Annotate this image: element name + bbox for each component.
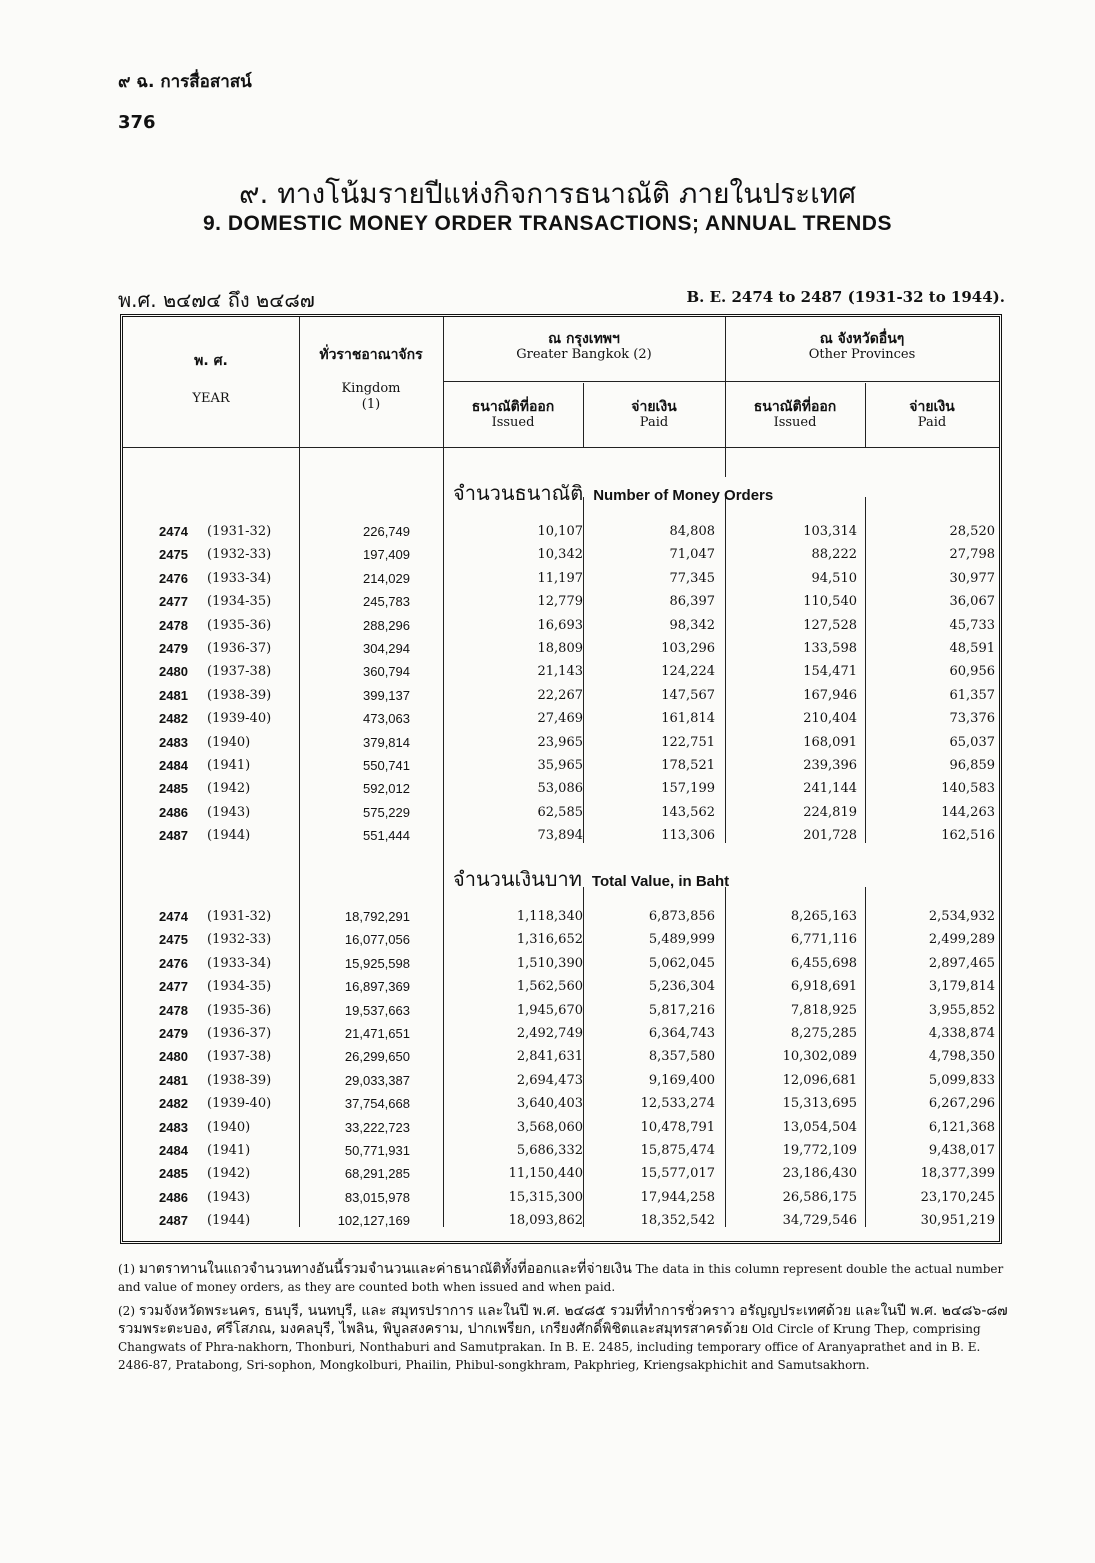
kingdom-value: 592,012 [363, 781, 410, 797]
section-title-count [453, 477, 773, 509]
year-be: 2481 [159, 687, 188, 703]
provinces-issued: 13,054,504 [782, 1119, 857, 1135]
year-be: 2477 [159, 979, 188, 995]
header-paid-english: Paid [917, 415, 947, 430]
year-ce: (1941) [207, 758, 251, 773]
table-row [123, 777, 1005, 800]
footnote-2 [118, 1302, 1018, 1374]
kingdom-value: 18,792,291 [344, 909, 410, 924]
provinces-issued: 88,222 [811, 547, 857, 563]
bangkok-paid: 77,345 [669, 570, 715, 586]
bangkok-paid: 12,533,274 [640, 1096, 715, 1112]
year-ce: (1933-34) [207, 570, 272, 586]
provinces-issued: 7,818,925 [790, 1002, 857, 1018]
year-be: 2485 [159, 781, 188, 797]
kingdom-value: 360,794 [363, 664, 410, 680]
year-ce: (1934-35) [207, 594, 272, 610]
year-ce: (1938-39) [207, 1072, 272, 1088]
year-be: 2483 [159, 734, 188, 750]
provinces-paid: 2,897,465 [928, 955, 995, 971]
year-be: 2476 [159, 570, 188, 586]
bangkok-issued: 27,469 [537, 711, 583, 727]
kingdom-value: 399,137 [363, 687, 410, 703]
provinces-paid: 2,534,932 [928, 909, 995, 924]
provinces-issued: 8,275,285 [790, 1026, 857, 1041]
table-row [123, 801, 1005, 824]
year-ce: (1938-39) [207, 687, 272, 703]
provinces-issued: 201,728 [803, 828, 857, 844]
footnote-mark: (2) [118, 1304, 135, 1318]
provinces-issued: 103,314 [803, 524, 857, 539]
year-ce: (1941) [207, 1143, 251, 1158]
header-provinces [725, 331, 999, 363]
provinces-issued: 23,186,430 [782, 1166, 857, 1182]
year-ce: (1936-37) [207, 641, 272, 656]
bangkok-paid: 157,199 [661, 781, 715, 797]
year-ce: (1942) [207, 781, 251, 797]
kingdom-value: 102,127,169 [337, 1213, 410, 1229]
table-row [123, 684, 1005, 707]
kingdom-value: 288,296 [363, 617, 410, 633]
table-row [123, 905, 1005, 928]
table-row [123, 543, 1005, 566]
header-issued-thai: ธนาณัติที่ออก [471, 399, 555, 415]
table-row [123, 928, 1005, 951]
provinces-issued: 6,455,698 [790, 955, 857, 971]
bangkok-paid: 8,357,580 [648, 1049, 715, 1065]
header-kingdom-thai: ทั่วราชอาณาจักร [319, 347, 423, 363]
header-year-thai: พ. ศ. [194, 353, 228, 369]
table-row [123, 1069, 1005, 1092]
provinces-paid: 23,170,245 [920, 1189, 995, 1205]
bangkok-paid: 122,751 [661, 734, 715, 750]
divider [123, 447, 999, 448]
bangkok-issued: 22,267 [537, 687, 583, 703]
kingdom-value: 26,299,650 [344, 1049, 410, 1065]
year-ce: (1943) [207, 1189, 251, 1205]
section-title-english: Number of Money Orders [593, 487, 774, 504]
bangkok-issued: 11,197 [537, 570, 583, 586]
provinces-paid: 140,583 [941, 781, 995, 797]
bangkok-paid: 71,047 [669, 547, 715, 563]
header-bangkok [443, 331, 725, 363]
header-kingdom [299, 347, 443, 413]
table-row [123, 975, 1005, 998]
year-be: 2487 [159, 828, 188, 844]
bangkok-paid: 10,478,791 [640, 1119, 715, 1135]
year-ce: (1931-32) [207, 909, 272, 924]
kingdom-value: 19,537,663 [344, 1002, 410, 1018]
year-ce: (1943) [207, 804, 251, 820]
year-be: 2484 [159, 1143, 188, 1158]
table-row [123, 1186, 1005, 1209]
kingdom-value: 197,409 [363, 547, 410, 563]
table-row [123, 1209, 1005, 1232]
bangkok-issued: 12,779 [537, 594, 583, 610]
provinces-paid: 18,377,399 [920, 1166, 995, 1182]
provinces-issued: 210,404 [803, 711, 857, 727]
header-bangkok-thai: ณ กรุงเทพฯ [548, 331, 620, 347]
bangkok-issued: 62,585 [537, 804, 583, 820]
kingdom-value: 214,029 [363, 570, 410, 586]
bangkok-paid: 143,562 [661, 804, 715, 820]
year-be: 2474 [159, 524, 188, 539]
bangkok-issued: 1,118,340 [516, 909, 583, 924]
header-bangkok-english: Greater Bangkok [516, 347, 630, 362]
year-be: 2483 [159, 1119, 188, 1135]
provinces-paid: 4,798,350 [928, 1049, 995, 1065]
year-be: 2479 [159, 641, 188, 656]
header-kingdom-english: Kingdom [341, 381, 401, 396]
bangkok-paid: 161,814 [661, 711, 715, 727]
year-be: 2482 [159, 1096, 188, 1112]
year-be: 2481 [159, 1072, 188, 1088]
provinces-paid: 45,733 [949, 617, 995, 633]
bangkok-issued: 18,093,862 [508, 1213, 583, 1229]
bangkok-issued: 10,342 [537, 547, 583, 563]
year-range: B. E. 2474 to 2487 (1931-32 to 1944). [686, 288, 1005, 306]
table-row [123, 1116, 1005, 1139]
provinces-issued: 154,471 [803, 664, 857, 680]
year-ce: (1939-40) [207, 711, 272, 727]
year-ce: (1935-36) [207, 617, 272, 633]
bangkok-issued: 1,510,390 [516, 955, 583, 971]
provinces-paid: 65,037 [949, 734, 995, 750]
table-row [123, 824, 1005, 847]
section-title-value [453, 863, 729, 895]
provinces-issued: 10,302,089 [782, 1049, 857, 1065]
kingdom-value: 29,033,387 [344, 1072, 410, 1088]
bangkok-issued: 16,693 [537, 617, 583, 633]
provinces-paid: 2,499,289 [928, 932, 995, 948]
table-row [123, 1092, 1005, 1115]
provinces-paid: 6,121,368 [928, 1119, 995, 1135]
bangkok-paid: 98,342 [669, 617, 715, 633]
year-be: 2480 [159, 664, 188, 680]
header-bkk-issued [443, 399, 583, 431]
bangkok-issued: 21,143 [537, 664, 583, 680]
bangkok-issued: 35,965 [537, 758, 583, 773]
bangkok-issued: 2,492,749 [516, 1026, 583, 1041]
table-row [123, 731, 1005, 754]
bangkok-paid: 5,817,216 [648, 1002, 715, 1018]
kingdom-value: 473,063 [363, 711, 410, 727]
footnote-1 [118, 1260, 1018, 1296]
year-be: 2474 [159, 909, 188, 924]
provinces-issued: 15,313,695 [782, 1096, 857, 1112]
year-range-thai: พ.ศ. ๒๔๗๔ ถึง ๒๔๘๗ [118, 288, 315, 312]
year-ce: (1940) [207, 734, 251, 750]
provinces-paid: 61,357 [949, 687, 995, 703]
bangkok-issued: 23,965 [537, 734, 583, 750]
bangkok-issued: 3,640,403 [516, 1096, 583, 1112]
provinces-paid: 9,438,017 [928, 1143, 995, 1158]
provinces-issued: 239,396 [803, 758, 857, 773]
bangkok-paid: 147,567 [661, 687, 715, 703]
bangkok-paid: 5,062,045 [648, 955, 715, 971]
provinces-issued: 6,918,691 [790, 979, 857, 995]
kingdom-value: 83,015,978 [344, 1189, 410, 1205]
year-be: 2477 [159, 594, 188, 610]
year-be: 2475 [159, 932, 188, 948]
page-number: 376 [118, 112, 156, 133]
year-ce: (1944) [207, 828, 251, 844]
year-be: 2479 [159, 1026, 188, 1041]
provinces-paid: 36,067 [949, 594, 995, 610]
provinces-issued: 127,528 [803, 617, 857, 633]
bangkok-paid: 124,224 [661, 664, 715, 680]
year-ce: (1944) [207, 1213, 251, 1229]
provinces-paid: 30,951,219 [920, 1213, 995, 1229]
bangkok-paid: 5,236,304 [648, 979, 715, 995]
table-row [123, 1139, 1005, 1162]
bangkok-paid: 178,521 [661, 758, 715, 773]
bangkok-paid: 17,944,258 [640, 1189, 715, 1205]
year-ce: (1937-38) [207, 664, 272, 680]
kingdom-value: 37,754,668 [344, 1096, 410, 1112]
year-be: 2482 [159, 711, 188, 727]
provinces-paid: 162,516 [941, 828, 995, 844]
table-row [123, 1045, 1005, 1068]
divider [443, 381, 999, 382]
year-ce: (1936-37) [207, 1026, 272, 1041]
kingdom-value: 550,741 [363, 758, 410, 773]
bangkok-issued: 11,150,440 [508, 1166, 583, 1182]
year-be: 2486 [159, 804, 188, 820]
bangkok-issued: 2,694,473 [516, 1072, 583, 1088]
bangkok-issued: 1,316,652 [516, 932, 583, 948]
provinces-issued: 224,819 [803, 804, 857, 820]
footnote-2-english: Old Circle of Krung Thep, comprising Changwats of Phra-nakhorn, Thonburi, Nonthaburi and Samutprakan. In B. E. 2485, including temporary office of Aranyaprathet and in B. E. 2486-87, Pratabong, Sri-sophon, Mongkolburi, Phailin, Phibul-songkhram, Pakphrieg, Kriengsakphichit and Samutsakhorn. [118, 1322, 981, 1372]
provinces-issued: 26,586,175 [782, 1189, 857, 1205]
provinces-paid: 144,263 [941, 804, 995, 820]
table-row [123, 1022, 1005, 1045]
header-issued-thai: ธนาณัติที่ออก [753, 399, 837, 415]
year-ce: (1940) [207, 1119, 251, 1135]
bangkok-paid: 113,306 [661, 828, 715, 844]
data-table [120, 314, 1002, 1244]
provinces-issued: 34,729,546 [782, 1213, 857, 1229]
year-be: 2480 [159, 1049, 188, 1065]
provinces-issued: 6,771,116 [790, 932, 857, 948]
bangkok-issued: 3,568,060 [516, 1119, 583, 1135]
bangkok-paid: 15,577,017 [640, 1166, 715, 1182]
bangkok-issued: 1,562,560 [516, 979, 583, 995]
bangkok-issued: 18,809 [537, 641, 583, 656]
provinces-issued: 12,096,681 [782, 1072, 857, 1088]
header-prov-issued [725, 399, 865, 431]
bangkok-issued: 1,945,670 [516, 1002, 583, 1018]
kingdom-value: 50,771,931 [344, 1143, 410, 1158]
table-row [123, 614, 1005, 637]
footnote-mark: (2) [633, 347, 652, 362]
header-paid-thai: จ่ายเงิน [631, 399, 677, 415]
header-provinces-english: Other Provinces [808, 347, 916, 362]
bangkok-paid: 6,364,743 [648, 1026, 715, 1041]
header-paid-english: Paid [639, 415, 669, 430]
bangkok-paid: 86,397 [669, 594, 715, 610]
provinces-issued: 167,946 [803, 687, 857, 703]
year-be: 2486 [159, 1189, 188, 1205]
year-ce: (1933-34) [207, 955, 272, 971]
provinces-paid: 5,099,833 [928, 1072, 995, 1088]
kingdom-value: 304,294 [363, 641, 410, 656]
year-ce: (1942) [207, 1166, 251, 1182]
table-row [123, 520, 1005, 543]
bangkok-issued: 53,086 [537, 781, 583, 797]
table-row [123, 999, 1005, 1022]
table-row [123, 637, 1005, 660]
bangkok-issued: 2,841,631 [516, 1049, 583, 1065]
kingdom-value: 15,925,598 [344, 955, 410, 971]
bangkok-issued: 5,686,332 [516, 1143, 583, 1158]
footnote-mark: (1) [118, 1262, 135, 1276]
header-paid-thai: จ่ายเงิน [909, 399, 955, 415]
provinces-issued: 8,265,163 [790, 909, 857, 924]
header-issued-english: Issued [773, 415, 817, 430]
bangkok-issued: 73,894 [537, 828, 583, 844]
provinces-paid: 28,520 [949, 524, 995, 539]
year-ce: (1931-32) [207, 524, 272, 539]
year-be: 2478 [159, 1002, 188, 1018]
year-ce: (1937-38) [207, 1049, 272, 1065]
kingdom-value: 68,291,285 [344, 1166, 410, 1182]
provinces-paid: 60,956 [949, 664, 995, 680]
provinces-issued: 241,144 [803, 781, 857, 797]
table-row [123, 660, 1005, 683]
section-title-thai: จำนวนเงินบาท [453, 867, 582, 891]
year-be: 2476 [159, 955, 188, 971]
bangkok-paid: 5,489,999 [648, 932, 715, 948]
table-row [123, 754, 1005, 777]
bangkok-paid: 103,296 [661, 641, 715, 656]
section-title-english: Total Value, in Baht [591, 873, 730, 890]
bangkok-paid: 9,169,400 [648, 1072, 715, 1088]
provinces-paid: 96,859 [949, 758, 995, 773]
provinces-issued: 133,598 [803, 641, 857, 656]
year-ce: (1932-33) [207, 547, 272, 563]
page-title-thai: ๙. ทางโน้มรายปีแห่งกิจการธนาณัติ ภายในประเทศ [238, 177, 857, 210]
table-row [123, 567, 1005, 590]
year-ce: (1939-40) [207, 1096, 272, 1112]
provinces-issued: 110,540 [803, 594, 857, 610]
year-be: 2484 [159, 758, 188, 773]
kingdom-value: 226,749 [363, 524, 410, 539]
footnote-1-thai: มาตราทานในแถวจำนวนทางอันนี้รวมจำนวนและค่าธนาณัติทั้งที่ออกและที่จ่ายเงิน [138, 1261, 632, 1277]
footnote-mark: (1) [361, 397, 381, 412]
kingdom-value: 551,444 [363, 828, 410, 844]
year-ce: (1932-33) [207, 932, 272, 948]
provinces-issued: 94,510 [811, 570, 857, 586]
table-row [123, 1162, 1005, 1185]
bangkok-paid: 18,352,542 [640, 1213, 715, 1229]
kingdom-value: 21,471,651 [344, 1026, 410, 1041]
provinces-paid: 4,338,874 [928, 1026, 995, 1041]
table-row [123, 590, 1005, 613]
year-be: 2475 [159, 547, 188, 563]
provinces-issued: 19,772,109 [782, 1143, 857, 1158]
provinces-paid: 6,267,296 [928, 1096, 995, 1112]
year-ce: (1935-36) [207, 1002, 272, 1018]
footnote-1-english: The data in this column represent double the actual number and value of money orders, as they are counted both when issued and when paid. [118, 1262, 1004, 1294]
bangkok-paid: 6,873,856 [648, 909, 715, 924]
table-row [123, 707, 1005, 730]
year-be: 2478 [159, 617, 188, 633]
table-row [123, 952, 1005, 975]
header-year [123, 353, 299, 407]
page-title: 9. DOMESTIC MONEY ORDER TRANSACTIONS; ANNUAL TRENDS [203, 212, 892, 235]
provinces-paid: 30,977 [949, 570, 995, 586]
kingdom-value: 16,077,056 [344, 932, 410, 948]
header-issued-english: Issued [491, 415, 535, 430]
header-year-english: YEAR [192, 391, 230, 406]
provinces-paid: 3,955,852 [928, 1002, 995, 1018]
bangkok-issued: 15,315,300 [508, 1189, 583, 1205]
kingdom-value: 379,814 [363, 734, 410, 750]
header-bkk-paid [583, 399, 725, 431]
bangkok-paid: 84,808 [669, 524, 715, 539]
provinces-paid: 27,798 [949, 547, 995, 563]
header-provinces-thai: ณ จังหวัดอื่นๆ [819, 331, 905, 347]
header-prov-paid [865, 399, 999, 431]
bangkok-issued: 10,107 [537, 524, 583, 539]
kingdom-value: 245,783 [363, 594, 410, 610]
kingdom-value: 575,229 [363, 804, 410, 820]
year-be: 2487 [159, 1213, 188, 1229]
year-be: 2485 [159, 1166, 188, 1182]
section-title-thai: จำนวนธนาณัติ [453, 481, 584, 505]
section-label: ๙ ฉ. การสื่อสาสน์ [118, 72, 252, 92]
kingdom-value: 33,222,723 [344, 1119, 410, 1135]
provinces-paid: 48,591 [949, 641, 995, 656]
bangkok-paid: 15,875,474 [640, 1143, 715, 1158]
provinces-issued: 168,091 [803, 734, 857, 750]
provinces-paid: 73,376 [949, 711, 995, 727]
year-ce: (1934-35) [207, 979, 272, 995]
provinces-paid: 3,179,814 [928, 979, 995, 995]
footnote-2-thai: รวมจังหวัดพระนคร, ธนบุรี, นนทบุรี, และ สมุทรปราการ และในปี พ.ศ. ๒๔๘๕ รวมที่ทำการชั่วคราว อรัญญประเทศด้วย และในปี พ.ศ. ๒๔๘๖-๘๗ รวมพระตะบอง, ศรีโสภณ, มงคลบุรี, ไพลิน, พิบูลสงคราม, ปากเพรียก, เกรียงศักดิ์พิชิตและสมุทรสาครด้วย [118, 1303, 1008, 1337]
kingdom-value: 16,897,369 [344, 979, 410, 995]
